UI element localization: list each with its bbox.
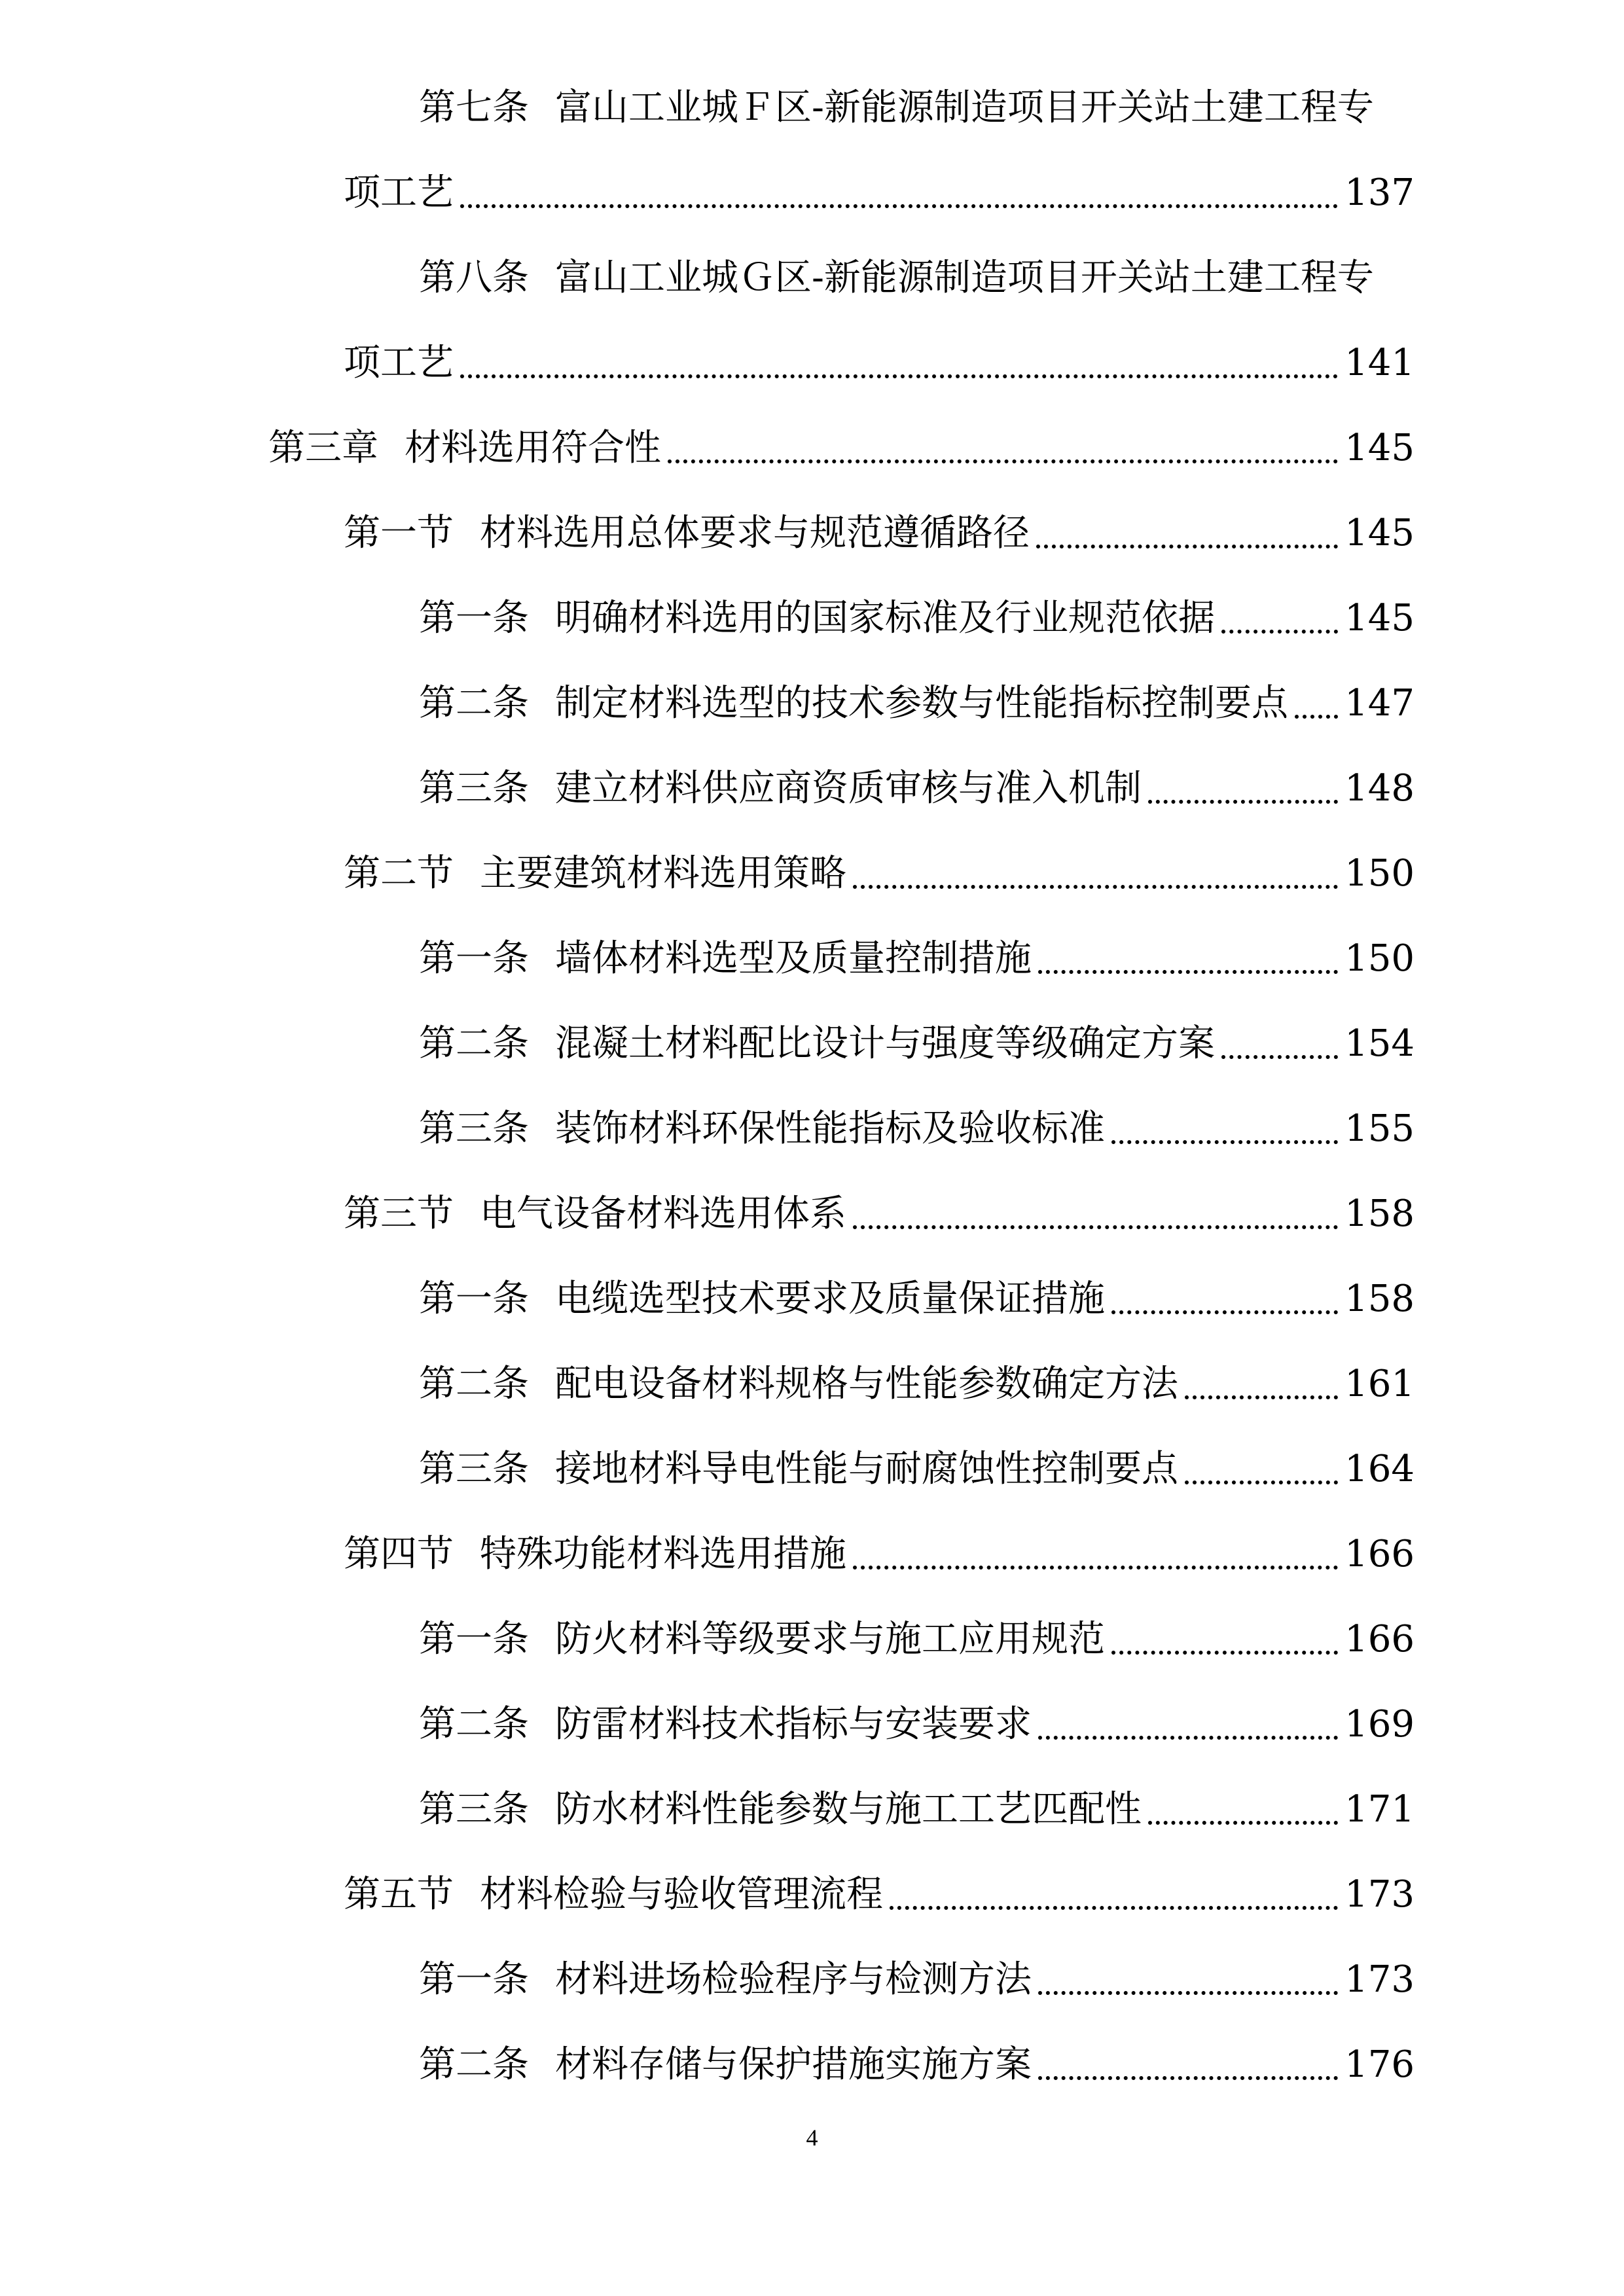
toc-entry-section[interactable] <box>344 1859 1415 1931</box>
toc-entry-number: 第二条 <box>419 1703 529 1746</box>
toc-entry-article[interactable] <box>419 72 1415 144</box>
toc-entry-article[interactable] <box>419 1008 1415 1080</box>
dot-leader <box>1111 1604 1338 1676</box>
toc-entry-title: 特殊功能材料选用措施 <box>480 1533 846 1575</box>
toc-entry-title: 配电设备材料规格与性能参数确定方法 <box>555 1363 1178 1405</box>
toc-entry-number: 第二条 <box>419 2043 529 2086</box>
toc-entry-number: 第四节 <box>344 1533 454 1575</box>
toc-entry-number: 第三节 <box>344 1193 454 1235</box>
dot-leader <box>1221 583 1338 655</box>
toc-entry-page: 150 <box>1344 852 1415 895</box>
toc-entry-page: 169 <box>1344 1703 1415 1746</box>
dot-leader <box>1185 1348 1338 1420</box>
toc-entry-title: 建立材料供应商资质审核与准入机制 <box>555 767 1142 810</box>
dot-leader <box>1036 497 1338 569</box>
toc-entry-title: 富山工业城Ｇ区-新能源制造项目开关站土建工程专 <box>555 257 1374 299</box>
toc-entry-title: 材料存储与保护措施实施方案 <box>555 2043 1032 2086</box>
toc-entry-title: 项工艺 <box>344 342 454 384</box>
dot-leader <box>853 1518 1338 1590</box>
toc-entry-number: 第一条 <box>419 1958 529 2001</box>
dot-leader <box>1148 753 1338 825</box>
toc-entry-title: 材料选用总体要求与规范遵循路径 <box>480 512 1030 554</box>
toc-entry-number: 第二节 <box>344 852 454 895</box>
toc-entry-page: 173 <box>1344 1958 1415 2001</box>
toc-entry-number: 第二条 <box>419 1363 529 1405</box>
toc-entry-number: 第三条 <box>419 1788 529 1831</box>
toc-entry-number: 第三章 <box>268 427 378 469</box>
toc-entry-page: 158 <box>1344 1193 1415 1235</box>
toc-entry-continuation[interactable] <box>344 157 1415 229</box>
toc-entry-section[interactable] <box>344 838 1415 910</box>
dot-leader <box>460 157 1338 229</box>
dot-leader <box>1111 1263 1338 1335</box>
toc-entry-page: 145 <box>1344 512 1415 554</box>
toc-entry-title: 混凝土材料配比设计与强度等级确定方案 <box>555 1022 1215 1065</box>
toc-entry-number: 第一节 <box>344 512 454 554</box>
toc-entry-number: 第一条 <box>419 597 529 639</box>
toc-entry-article[interactable] <box>419 2029 1415 2101</box>
toc-entry-number: 第三条 <box>419 1107 529 1150</box>
dot-leader <box>853 1178 1338 1250</box>
toc-entry-article[interactable] <box>419 923 1415 995</box>
toc-entry-page: 137 <box>1344 171 1415 214</box>
toc-entry-title: 材料选用符合性 <box>405 427 661 469</box>
toc-entry-title: 防水材料性能参数与施工工艺匹配性 <box>555 1788 1142 1831</box>
toc-entry-article[interactable] <box>419 242 1415 314</box>
toc-entry-page: 154 <box>1344 1022 1415 1065</box>
toc-entry-article[interactable] <box>419 1604 1415 1676</box>
toc-entry-page: 173 <box>1344 1873 1415 1916</box>
toc-entry-page: 158 <box>1344 1278 1415 1320</box>
toc-entry-section[interactable] <box>344 497 1415 569</box>
toc-entry-title: 防雷材料技术指标与安装要求 <box>555 1703 1032 1746</box>
toc-entry-title: 项工艺 <box>344 171 454 214</box>
toc-entry-page: 145 <box>1344 427 1415 469</box>
toc-entry-title: 电气设备材料选用体系 <box>480 1193 846 1235</box>
toc-entry-title: 材料检验与验收管理流程 <box>480 1873 883 1916</box>
dot-leader <box>1038 1944 1338 2016</box>
toc-entry-title: 防火材料等级要求与施工应用规范 <box>555 1618 1105 1660</box>
toc-entry-page: 176 <box>1344 2043 1415 2086</box>
toc-entry-page: 161 <box>1344 1363 1415 1405</box>
toc-entry-article[interactable] <box>419 1689 1415 1761</box>
toc-entry-title: 主要建筑材料选用策略 <box>480 852 846 895</box>
toc-entry-section[interactable] <box>344 1178 1415 1250</box>
dot-leader <box>1295 668 1338 740</box>
toc-entry-section[interactable] <box>344 1518 1415 1590</box>
toc-entry-article[interactable] <box>419 1093 1415 1165</box>
toc-entry-page: 150 <box>1344 937 1415 980</box>
toc-entry-page: 155 <box>1344 1107 1415 1150</box>
toc-entry-title: 富山工业城Ｆ区-新能源制造项目开关站土建工程专 <box>555 86 1374 129</box>
dot-leader <box>1221 1008 1338 1080</box>
toc-entry-number: 第二条 <box>419 1022 529 1065</box>
toc-entry-number: 第一条 <box>419 937 529 980</box>
toc-entry-article[interactable] <box>419 753 1415 825</box>
toc-entry-page: 171 <box>1344 1788 1415 1831</box>
dot-leader <box>1038 1689 1338 1761</box>
toc-entry-page: 145 <box>1344 597 1415 639</box>
toc-entry-page: 166 <box>1344 1533 1415 1575</box>
toc-entry-page: 141 <box>1344 342 1415 384</box>
dot-leader <box>668 412 1338 484</box>
toc-entry-page: 166 <box>1344 1618 1415 1660</box>
toc-entry-number: 第一条 <box>419 1618 529 1660</box>
toc-entry-article[interactable] <box>419 1433 1415 1505</box>
toc-entry-article[interactable] <box>419 1774 1415 1846</box>
dot-leader <box>460 327 1338 399</box>
toc-entry-number: 第二条 <box>419 682 529 725</box>
page-number: 4 <box>806 2125 818 2151</box>
toc-entry-number: 第八条 <box>419 257 529 299</box>
toc-entry-title: 制定材料选型的技术参数与性能指标控制要点 <box>555 682 1288 725</box>
toc-entry-article[interactable] <box>419 1348 1415 1420</box>
toc-entry-continuation[interactable] <box>344 327 1415 399</box>
dot-leader <box>1148 1774 1338 1846</box>
toc-entry-title: 明确材料选用的国家标准及行业规范依据 <box>555 597 1215 639</box>
toc-entry-page: 147 <box>1344 682 1415 725</box>
dot-leader <box>1111 1093 1338 1165</box>
toc-entry-number: 第三条 <box>419 1448 529 1490</box>
toc-entry-article[interactable] <box>419 583 1415 655</box>
toc-entry-title: 接地材料导电性能与耐腐蚀性控制要点 <box>555 1448 1178 1490</box>
toc-entry-page: 148 <box>1344 767 1415 810</box>
toc-entry-article[interactable] <box>419 668 1415 740</box>
toc-entry-title: 墙体材料选型及质量控制措施 <box>555 937 1032 980</box>
toc-entry-number: 第五节 <box>344 1873 454 1916</box>
dot-leader <box>1038 923 1338 995</box>
toc-entry-number: 第一条 <box>419 1278 529 1320</box>
toc-entry-number: 第三条 <box>419 767 529 810</box>
toc-entry-title: 材料进场检验程序与检测方法 <box>555 1958 1032 2001</box>
toc-entry-title: 装饰材料环保性能指标及验收标准 <box>555 1107 1105 1150</box>
dot-leader <box>1185 1433 1338 1505</box>
dot-leader <box>1038 2029 1338 2101</box>
dot-leader <box>890 1859 1338 1931</box>
toc-entry-chapter[interactable] <box>268 412 1415 484</box>
toc-entry-article[interactable] <box>419 1944 1415 2016</box>
toc-entry-page: 164 <box>1344 1448 1415 1490</box>
dot-leader <box>853 838 1338 910</box>
toc-entry-number: 第七条 <box>419 86 529 129</box>
toc-entry-article[interactable] <box>419 1263 1415 1335</box>
toc-entry-title: 电缆选型技术要求及质量保证措施 <box>555 1278 1105 1320</box>
